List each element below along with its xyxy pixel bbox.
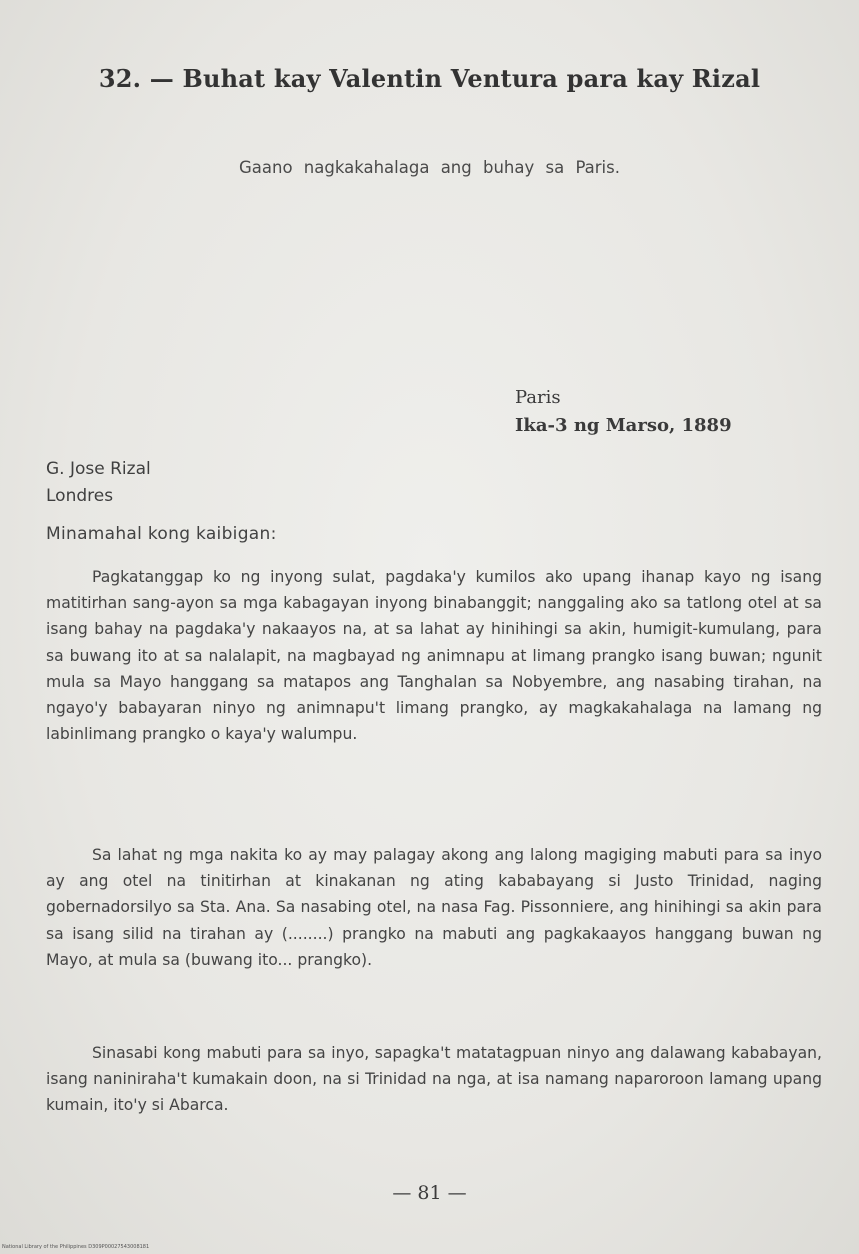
body-paragraph-1: Pagkatanggap ko ng inyong sulat, pagdaka'y kumilos ako upang ihanap kayo ng isang matitirhan sang-ayon sa mga kabagayan inyong binabanggit; nanggaling ako sa tatlong otel at sa isang bahay na pagdaka'y nakaayos na, at sa lahat ay hinihingi sa akin, humigit-kumulang, para sa buwang ito at sa nalalapit, na magbayad ng animnapu at limang prangko isang buwan; ngunit mula sa Mayo hanggang sa matapos ang Tanghalan sa Nobyembre, ang nasabing tirahan, na ngayo'y babayaran ninyo ng animnapu't limang prangko, ay magkakahalaga na lamang ng labinlimang prangko o kaya'y walumpu. [46, 568, 822, 744]
recipient-block [46, 456, 151, 510]
recipient-city: Londres [46, 486, 114, 506]
dateline-place: Paris [515, 387, 561, 408]
body-paragraph-2: Sa lahat ng mga nakita ko ay may palagay akong ang lalong magiging mabuti para sa inyo ay ang otel na tinitirhan at kinakanan ng ating kababayang si Justo Trinidad, naging gobernadorsilyo sa Sta. Ana. Sa nasabing otel, na nasa Fag. Pissonniere, ang hinihingi sa akin para sa isang silid na tirahan ay (........) prangko na mabuti ang pagkakaayos hanggang buwan ng Mayo, at mula sa (buwang ito... prangko). [46, 846, 822, 969]
body-paragraph-3: Sinasabi kong mabuti para sa inyo, sapagka't matatagpuan ninyo ang dalawang kababayan, isang naniniraha't kumakain doon, na si Trinidad na nga, at isa namang naparoroon lamang upang kumain, ito'y si Abarca. [46, 1044, 822, 1115]
salutation: Minamahal kong kaibigan: [46, 524, 277, 544]
recipient-name: G. Jose Rizal [46, 459, 151, 479]
letter-title: 32. — Buhat kay Valentin Ventura para kay Rizal [98, 64, 761, 93]
dateline [515, 384, 732, 440]
letter-subtitle: Gaano nagkakahalaga ang buhay sa Paris. [239, 158, 620, 177]
page-number: — 81 — [392, 1182, 467, 1204]
dateline-date: Ika-3 ng Marso, 1889 [515, 415, 732, 436]
scan-footer-caption: National Library of the Philippines D309P00027543008181 [2, 1244, 150, 1250]
